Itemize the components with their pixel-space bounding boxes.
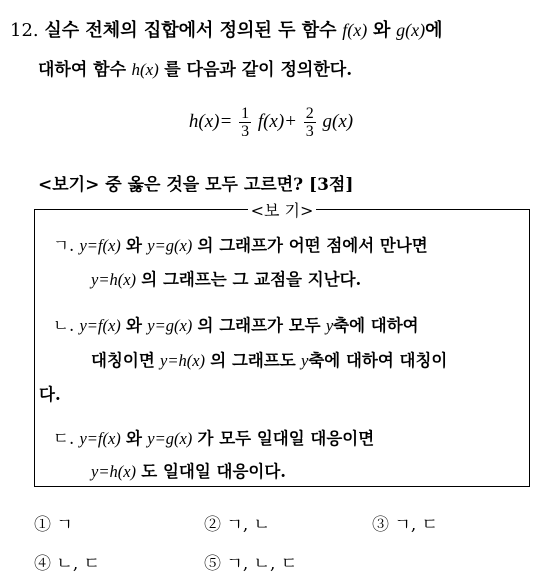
fraction-two-thirds xyxy=(304,105,316,140)
formula-term-g: g(x) xyxy=(322,110,354,132)
question-line-1 xyxy=(10,16,442,42)
item-text: 가 모두 일대일 대응이면 xyxy=(197,429,375,448)
fraction-denominator: 3 xyxy=(241,123,250,140)
formula-lhs: h(x)= xyxy=(188,110,233,132)
option-4[interactable] xyxy=(34,549,100,574)
fraction-numerator: 1 xyxy=(241,105,250,122)
item-text: 와 xyxy=(126,236,142,255)
bogi-item-b-line-2 xyxy=(91,347,447,371)
question-line-2 xyxy=(38,55,352,80)
item-text: 와 xyxy=(126,429,142,448)
math-hx: h(x) xyxy=(131,60,159,79)
option-number: ⑤ xyxy=(204,554,221,574)
item-text: 다. xyxy=(39,385,61,404)
math-expr: y=g(x) xyxy=(147,316,193,335)
option-3[interactable] xyxy=(372,510,438,535)
bogi-item-c-line-2 xyxy=(91,458,286,482)
fraction-one-third xyxy=(239,105,251,140)
math-expr: y=f(x) xyxy=(79,236,121,255)
fraction-denominator: 3 xyxy=(305,123,314,140)
item-text: 의 그래프가 어떤 점에서 만나면 xyxy=(197,236,428,255)
item-marker: ㄷ. xyxy=(53,429,75,448)
bogi-item-b-line-3 xyxy=(39,381,61,405)
math-expr: y xyxy=(325,316,334,335)
item-text: 와 xyxy=(126,316,142,335)
item-text: 대칭이면 xyxy=(91,351,155,370)
question-number: 12. xyxy=(10,20,39,41)
option-number: ④ xyxy=(34,554,51,574)
math-expr: y=f(x) xyxy=(79,429,121,448)
bogi-item-a-line-2 xyxy=(91,266,361,290)
item-text: 축에 대하여 대칭이 xyxy=(308,351,448,370)
math-fx: f(x) xyxy=(342,20,368,40)
option-text: ㄱ, ㄴ, ㄷ xyxy=(226,554,298,574)
bogi-item-c-line-1 xyxy=(53,425,374,449)
formula-term-f: f(x)+ xyxy=(257,110,297,132)
math-expr: y=f(x) xyxy=(79,316,121,335)
item-text: 의 그래프가 모두 xyxy=(197,316,321,335)
item-marker: ㄴ. xyxy=(53,316,75,335)
bogi-item-b-line-1 xyxy=(53,312,419,336)
option-text: ㄱ, ㄴ xyxy=(226,515,271,535)
instruction-text: <보기> 중 옳은 것을 모두 고르면? [3점] xyxy=(38,175,354,195)
math-expr: y=h(x) xyxy=(91,462,137,481)
fraction-numerator: 2 xyxy=(305,105,314,122)
option-text: ㄱ xyxy=(56,515,73,535)
item-text: 의 그래프도 xyxy=(210,351,296,370)
option-text: ㄴ, ㄷ xyxy=(56,554,101,574)
math-expr: y=g(x) xyxy=(147,236,193,255)
question-text: 대하여 함수 xyxy=(38,60,127,80)
option-number: ② xyxy=(204,515,221,535)
item-marker: ㄱ. xyxy=(53,236,75,255)
question-text: 와 xyxy=(372,20,391,41)
option-1[interactable] xyxy=(34,510,73,535)
item-text: 의 그래프는 그 교점을 지난다. xyxy=(141,270,362,289)
option-2[interactable] xyxy=(204,510,270,535)
bogi-title: <보 기> xyxy=(35,198,529,221)
math-expr: y xyxy=(301,351,309,370)
math-expr: y=h(x) xyxy=(91,270,137,289)
question-text: 를 다음과 같이 정의한다. xyxy=(164,60,353,80)
question-text: 에 xyxy=(425,20,443,41)
math-expr: y=h(x) xyxy=(160,351,206,370)
math-expr: y=g(x) xyxy=(147,429,193,448)
option-text: ㄱ, ㄷ xyxy=(394,515,439,535)
math-gx: g(x) xyxy=(396,20,426,40)
question-text: 실수 전체의 집합에서 정의된 두 함수 xyxy=(44,20,337,41)
item-text: 도 일대일 대응이다. xyxy=(141,462,287,481)
option-5[interactable] xyxy=(204,549,297,574)
option-number: ③ xyxy=(372,515,389,535)
item-text: 축에 대하여 xyxy=(333,316,419,335)
option-number: ① xyxy=(34,515,51,535)
bogi-item-a-line-1 xyxy=(53,232,428,256)
definition-formula xyxy=(0,105,542,140)
bogi-box xyxy=(34,201,530,487)
